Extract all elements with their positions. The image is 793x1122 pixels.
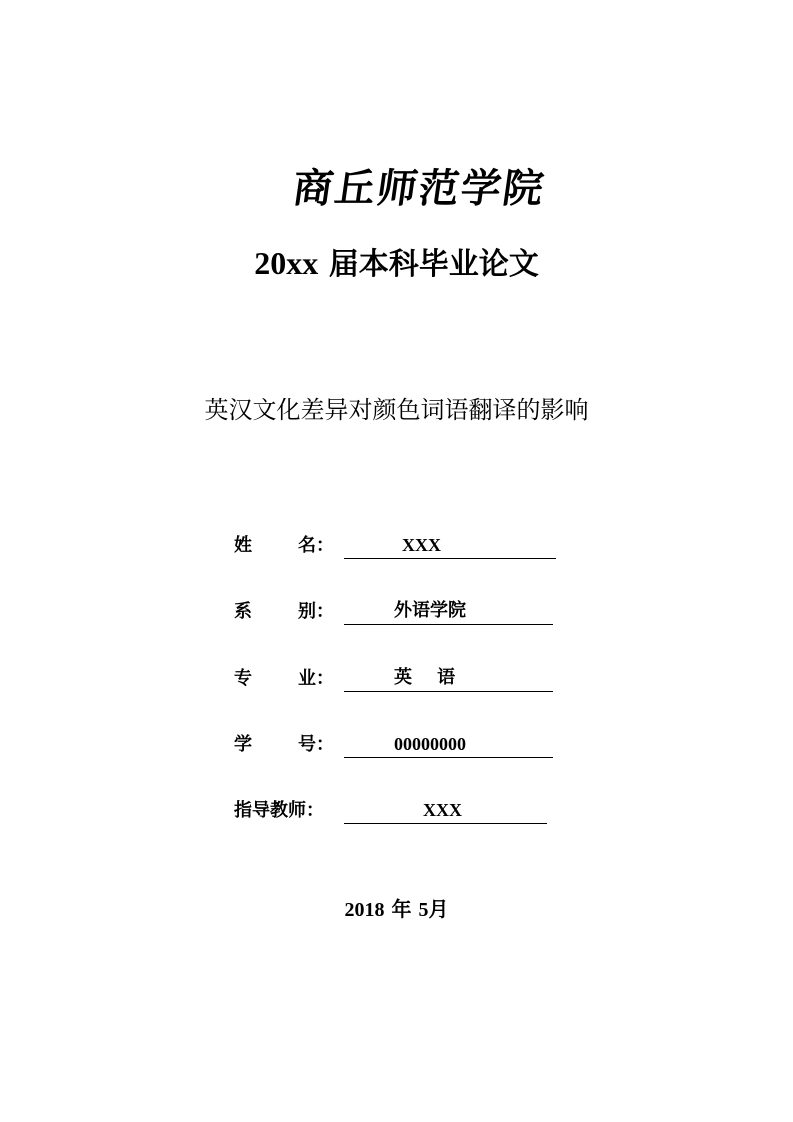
field-advisor <box>234 790 564 824</box>
field-major-label: 专 业： <box>234 668 334 689</box>
thesis-title: 英汉文化差异对颜色词语翻译的影响 <box>204 396 589 424</box>
field-name-label: 姓 名： <box>234 535 334 556</box>
field-department-label: 系 别： <box>234 601 334 622</box>
field-major-value-line <box>344 664 553 692</box>
date-year: 2018 <box>344 899 385 921</box>
submission-date <box>0 892 793 927</box>
thesis-type-label: 届本科毕业论文 <box>328 247 539 282</box>
field-major-value: 英 语 <box>394 667 456 688</box>
field-name <box>234 525 564 559</box>
date-month-unit: 月 <box>428 897 449 921</box>
field-department <box>234 591 564 625</box>
field-student-number <box>234 724 564 758</box>
field-major <box>234 658 564 692</box>
date-month: 5 <box>418 899 429 921</box>
field-student-number-value-line <box>344 730 553 758</box>
field-name-value-line <box>344 531 556 559</box>
field-student-number-value: 00000000 <box>394 734 466 754</box>
field-department-value: 外语学院 <box>394 600 466 621</box>
institution-logo <box>276 158 562 220</box>
institution-logo-text: 商丘师范学院 <box>289 165 549 212</box>
date-year-unit: 年 <box>391 897 412 921</box>
field-advisor-label: 指导教师： <box>234 800 324 821</box>
thesis-type-heading <box>0 240 793 288</box>
field-advisor-value: XXX <box>423 800 462 820</box>
field-student-number-label: 学 号： <box>234 734 334 755</box>
field-name-value: XXX <box>402 535 441 555</box>
field-department-value-line <box>344 597 553 625</box>
thesis-year: 20xx <box>254 245 319 281</box>
field-advisor-value-line <box>344 796 547 824</box>
